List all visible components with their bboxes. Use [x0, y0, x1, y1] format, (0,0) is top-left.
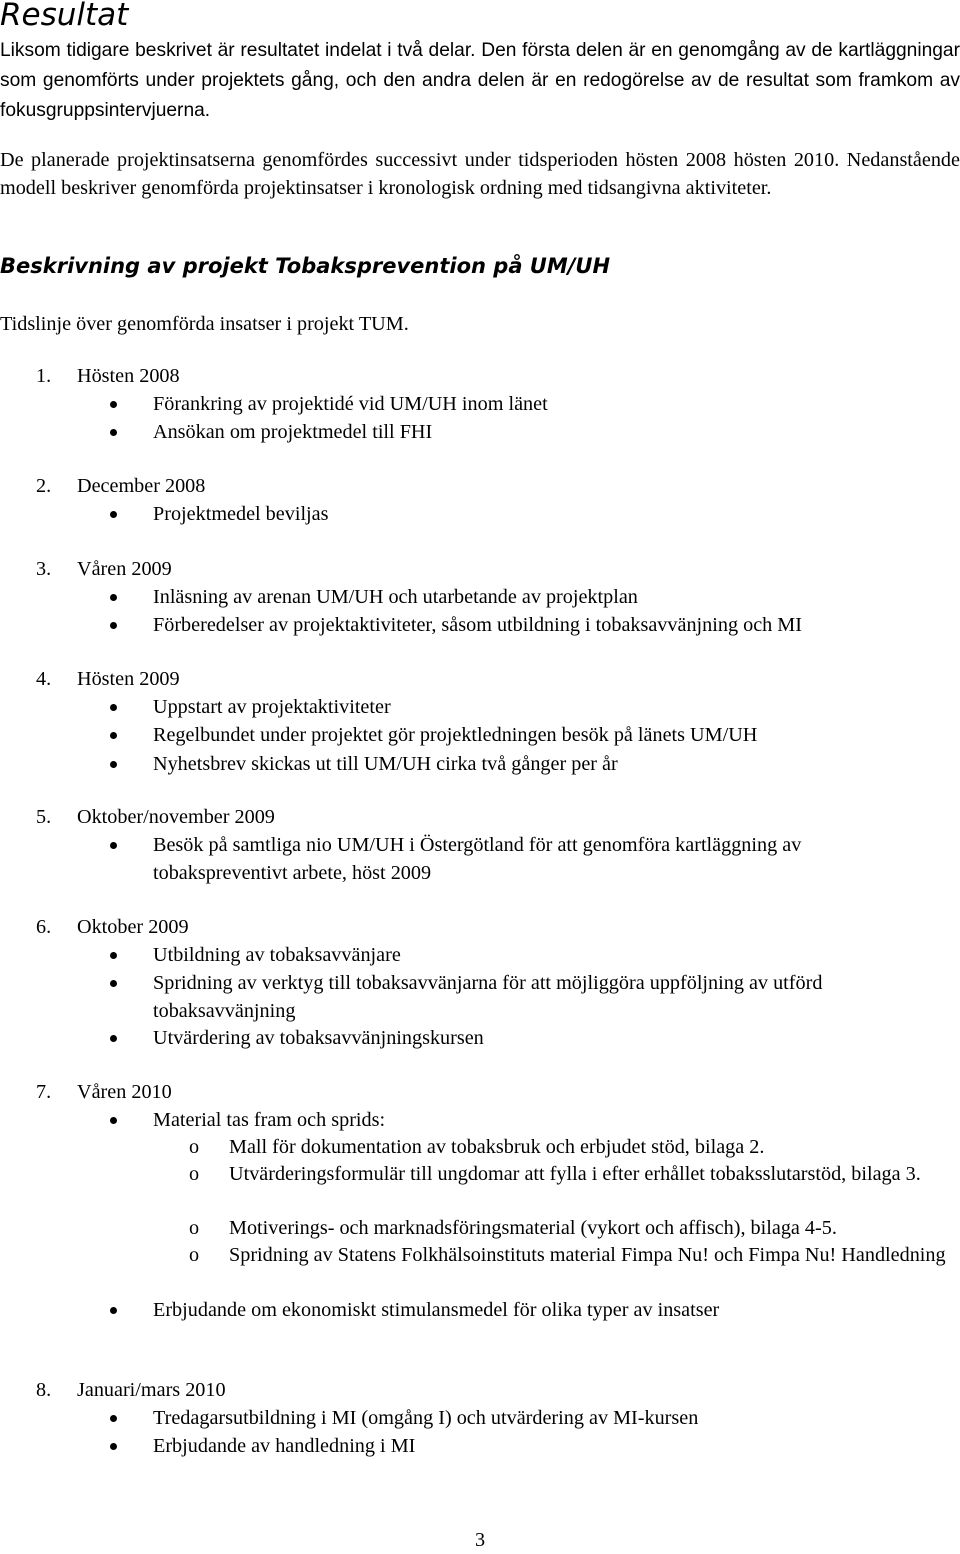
bullet-dot-icon — [110, 952, 117, 959]
period-title: Hösten 2009 — [77, 668, 180, 690]
period-number: 2. — [36, 475, 52, 497]
bullet-item-text: Besök på samtliga nio UM/UH i Östergötland för att genomföra kartläggning av tobakspreventivt arbete, höst 2009 — [153, 834, 802, 884]
bullet-dot-icon — [110, 401, 117, 408]
timeline-period — [0, 913, 960, 941]
section-heading: Beskrivning av projekt Tobaksprevention på UM/UH — [0, 254, 611, 278]
bullet-dot-icon — [110, 429, 117, 436]
period-title: Hösten 2008 — [77, 365, 180, 387]
bullet-item-text: Ansökan om projektmedel till FHI — [153, 421, 433, 443]
sub-bullet-text: Motiverings- och marknadsföringsmaterial (vykort och affisch), bilaga 4-5. — [229, 1217, 837, 1239]
bullet-item-text: Material tas fram och sprids: — [153, 1109, 386, 1131]
timeline-period — [0, 1376, 960, 1404]
bullet-item-text: Förberedelser av projektaktiviteter, såsom utbildning i tobaksavvänjning och MI — [153, 614, 802, 636]
bullet-item-text: Tredagarsutbildning i MI (omgång I) och utvärdering av MI-kursen — [153, 1407, 699, 1429]
period-title: Oktober 2009 — [77, 916, 189, 938]
period-title: Våren 2009 — [77, 558, 172, 580]
timeline-period — [0, 803, 960, 831]
intro-paragraph: Liksom tidigare beskrivet är resultatet indelat i två delar. Den första delen är en genomgång av de kartläggningar som genomförts under projektets gång, och den andra delen är en redogörelse av de resultat som framkom av fokusgruppsintervjuerna. — [0, 40, 960, 121]
timeline-period — [0, 665, 960, 693]
bullet-dot-icon — [110, 1415, 117, 1422]
bullet-item-text: Uppstart av projektaktiviteter — [153, 696, 391, 718]
timeline-subtitle: Tidslinje över genomförda insatser i projekt TUM. — [0, 313, 409, 335]
period-number: 6. — [36, 916, 52, 938]
sub-bullet-text: Spridning av Statens Folkhälsoinstituts material Fimpa Nu! och Fimpa Nu! Handledning — [229, 1244, 946, 1266]
period-number: 8. — [36, 1379, 52, 1401]
period-title: Januari/mars 2010 — [77, 1379, 226, 1401]
bullet-item-text: Inläsning av arenan UM/UH och utarbetande av projektplan — [153, 586, 638, 608]
period-title: Våren 2010 — [77, 1081, 172, 1103]
bullet-item-text: Spridning av verktyg till tobaksavvänjarna för att möjliggöra uppföljning av utförd tobaksavvänjning — [153, 972, 823, 1022]
bullet-dot-icon — [110, 511, 117, 518]
bullet-item-text: Erbjudande om ekonomiskt stimulansmedel för olika typer av insatser — [153, 1299, 720, 1321]
period-number: 4. — [36, 668, 52, 690]
page-number: 3 — [474, 1529, 486, 1551]
timeline-intro-paragraph: De planerade projektinsatserna genomfördes successivt under tidsperioden hösten 2008 hösten 2010. Nedanstående modell beskriver genomförda projektinsatser i kronologisk ordning med tidsangivna aktiviteter. — [0, 149, 960, 199]
bullet-dot-icon — [110, 1117, 117, 1124]
timeline-period — [0, 1078, 960, 1106]
bullet-dot-icon — [110, 594, 117, 601]
page-heading: Resultat — [0, 0, 129, 33]
bullet-item-text: Utbildning av tobaksavvänjare — [153, 944, 401, 966]
period-number: 1. — [36, 365, 52, 387]
period-number: 7. — [36, 1081, 52, 1103]
bullet-dot-icon — [110, 980, 117, 987]
bullet-dot-icon — [110, 732, 117, 739]
period-number: 3. — [36, 558, 52, 580]
bullet-item-text: Regelbundet under projektet gör projektledningen besök på länets UM/UH — [153, 724, 758, 746]
bullet-dot-icon — [110, 761, 117, 768]
circle-bullet-icon: o — [189, 1136, 200, 1158]
timeline-period — [0, 472, 960, 500]
bullet-item-text: Projektmedel beviljas — [153, 503, 329, 525]
bullet-item-text: Erbjudande av handledning i MI — [153, 1435, 416, 1457]
bullet-dot-icon — [110, 704, 117, 711]
bullet-item-text: Förankring av projektidé vid UM/UH inom länet — [153, 393, 548, 415]
period-title: Oktober/november 2009 — [77, 806, 275, 828]
timeline-period — [0, 362, 960, 390]
bullet-dot-icon — [110, 842, 117, 849]
bullet-item-text: Nyhetsbrev skickas ut till UM/UH cirka två gånger per år — [153, 753, 618, 775]
circle-bullet-icon: o — [189, 1163, 200, 1185]
period-title: December 2008 — [77, 475, 206, 497]
period-number: 5. — [36, 806, 52, 828]
bullet-dot-icon — [110, 622, 117, 629]
bullet-item-text: Utvärdering av tobaksavvänjningskursen — [153, 1027, 484, 1049]
bullet-dot-icon — [110, 1307, 117, 1314]
bullet-dot-icon — [110, 1443, 117, 1450]
circle-bullet-icon: o — [189, 1244, 200, 1266]
circle-bullet-icon: o — [189, 1217, 200, 1239]
sub-bullet-text: Mall för dokumentation av tobaksbruk och erbjudet stöd, bilaga 2. — [229, 1136, 765, 1158]
timeline-period — [0, 555, 960, 583]
bullet-dot-icon — [110, 1035, 117, 1042]
sub-bullet-text: Utvärderingsformulär till ungdomar att fylla i efter erhållet tobaksslutarstöd, bilaga 3. — [229, 1163, 921, 1185]
